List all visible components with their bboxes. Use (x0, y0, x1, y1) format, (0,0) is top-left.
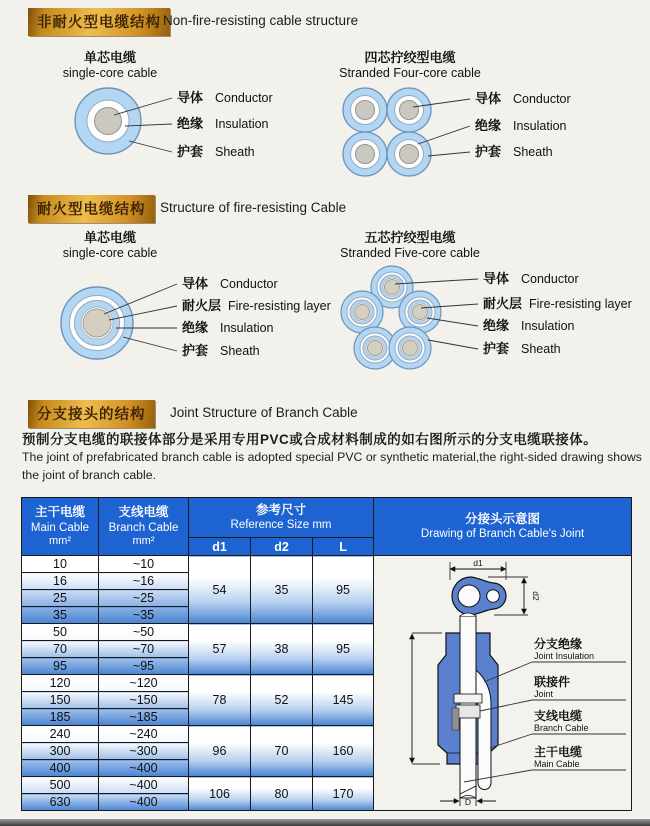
main-cable-cell: 16 (22, 573, 99, 590)
main-cable-cell: 25 (22, 590, 99, 607)
main-cable-label-en: Main Cable (534, 758, 580, 769)
main-cable-cell: 300 (22, 743, 99, 760)
section2-title-badge: 耐火型电缆结构 (28, 195, 155, 223)
col-header-branch-cable: 支线电缆 Branch Cable mm² (99, 498, 189, 556)
diagram-name-four-core: 四芯拧绞型电缆 Stranded Four-core cable (339, 50, 481, 81)
diagram-name-single-core-2: 单芯电缆 single-core cable (62, 230, 158, 261)
branch-cable-cell: ~95 (99, 658, 189, 675)
branch-cable-cell: ~10 (99, 556, 189, 573)
joint-paragraph-en: The joint of prefabricated branch cable is adopted special PVC or synthetic material,the right-sided drawing shows the joint of branch cable. (22, 450, 642, 483)
ref-size-d1-cell: 78 (189, 675, 251, 726)
section3-title-en: Joint Structure of Branch Cable (170, 405, 358, 420)
main-cable-cell: 400 (22, 760, 99, 777)
branch-joint-drawing (376, 558, 629, 809)
ref-size-L-cell: 95 (313, 556, 374, 624)
ref-size-d2-cell: 35 (251, 556, 313, 624)
branch-cable-cell: ~70 (99, 641, 189, 658)
joint-clamp (452, 708, 459, 730)
joint-label-zh: 联接件 (534, 674, 571, 689)
branch-cable-cell: ~240 (99, 726, 189, 743)
insulation-label-zh: 绝缘 (483, 318, 510, 333)
main-cable-cell: 630 (22, 794, 99, 811)
branch-cable-cell: ~400 (99, 777, 189, 794)
col-header-L: L (313, 538, 374, 556)
main-cable-cell: 50 (22, 624, 99, 641)
four-core-cable-diagram (335, 82, 645, 182)
ref-size-d2-cell: 70 (251, 726, 313, 777)
section1-title-badge: 非耐火型电缆结构 (28, 8, 170, 36)
joint-label-en: Joint (534, 688, 554, 699)
main-cable-cell: 185 (22, 709, 99, 726)
col-header-main-cable: 主干电缆 Main Cable mm² (22, 498, 99, 556)
col-header-reference-size: 参考尺寸 Reference Size mm (189, 498, 374, 538)
five-core-cores (341, 266, 441, 369)
fire-single-core-diagram (30, 262, 350, 387)
conductor-label-en: Conductor (513, 92, 571, 106)
col-header-d2: d2 (251, 538, 313, 556)
main-cable-cell: 70 (22, 641, 99, 658)
main-cable-cell: 95 (22, 658, 99, 675)
ref-size-d1-cell: 96 (189, 726, 251, 777)
ref-size-L-cell: 95 (313, 624, 374, 675)
section2-title-en: Structure of fire-resisting Cable (160, 200, 347, 215)
main-cable-cell: 35 (22, 607, 99, 624)
branch-cable-cell: ~185 (99, 709, 189, 726)
branch-joint-table (21, 497, 632, 811)
conductor-label-zh: 导体 (483, 271, 510, 286)
ref-size-d1-cell: 54 (189, 556, 251, 624)
ref-size-L-cell: 170 (313, 777, 374, 811)
sheath-label-zh: 护套 (483, 341, 510, 356)
conductor-label-en: Conductor (521, 272, 579, 286)
dim-D-label: D (464, 796, 472, 807)
branch-cable-cell: ~150 (99, 692, 189, 709)
conductor-label-en: Conductor (215, 91, 273, 105)
main-cable-cell: 150 (22, 692, 99, 709)
sheath-label-en: Sheath (220, 344, 260, 358)
main-cable-cell: 120 (22, 675, 99, 692)
joint-insulation-label-en: Joint Insulation (534, 650, 595, 661)
joint-connector-block (454, 694, 482, 703)
ref-size-d1-cell: 106 (189, 777, 251, 811)
branch-cable-label-zh: 支线电缆 (534, 708, 583, 723)
main-cable-cell: 240 (22, 726, 99, 743)
fire-layer-label-zh: 耐火层 (182, 298, 222, 313)
sheath-label-zh: 护套 (177, 144, 204, 159)
ref-size-d1-cell: 57 (189, 624, 251, 675)
branch-cable-cell: ~400 (99, 760, 189, 777)
branch-cable-cell: ~120 (99, 675, 189, 692)
sheath-label-en: Sheath (215, 145, 255, 159)
sheath-label-en: Sheath (513, 145, 553, 159)
branch-cable-cell: ~25 (99, 590, 189, 607)
four-core-cores (343, 88, 431, 176)
conductor-label-en: Conductor (220, 277, 278, 291)
dim-d1-label: d1 (473, 557, 483, 568)
diagram-name-five-core: 五芯拧绞型电缆 Stranded Five-core cable (340, 230, 480, 261)
insulation-label-en: Insulation (521, 319, 575, 333)
branch-cable-cell: ~50 (99, 624, 189, 641)
sheath-label-zh: 护套 (475, 144, 502, 159)
joint-top-view (450, 558, 541, 615)
conductor-core (95, 108, 122, 135)
joint-paragraph-zh: 预制分支电缆的联接体部分是采用专用PVC或合成材料制成的如右图所示的分支电缆联接体。 (22, 432, 598, 447)
fire-layer-label-zh: 耐火层 (483, 296, 523, 311)
col-header-d1: d1 (189, 538, 251, 556)
insulation-label-zh: 绝缘 (177, 116, 204, 131)
main-cable-cell: 10 (22, 556, 99, 573)
section3-title-badge: 分支接头的结构 (28, 400, 155, 428)
branch-cable-cell: ~16 (99, 573, 189, 590)
main-cable-cell: 500 (22, 777, 99, 794)
table-header (22, 498, 632, 556)
joint-connector-block-2 (456, 705, 480, 718)
ref-size-L-cell: 145 (313, 675, 374, 726)
conductor-label-zh: 导体 (475, 91, 502, 106)
joint-insulation-label-zh: 分支绝缘 (534, 636, 583, 651)
section1-title-en: Non-fire-resisting cable structure (163, 13, 359, 28)
table-row (22, 556, 632, 573)
single-core-cable-diagram (30, 82, 340, 182)
insulation-label-en: Insulation (215, 117, 269, 131)
dim-d2-label: d2 (531, 590, 542, 601)
ref-size-L-cell: 160 (313, 726, 374, 777)
diagram-name-single-core-1: 单芯电缆 single-core cable (62, 50, 158, 81)
branch-cable-hole (487, 589, 500, 602)
col-header-drawing: 分接头示意图 Drawing of Branch Cable's Joint (374, 498, 632, 556)
conductor-label-zh: 导体 (177, 90, 204, 105)
conductor-label-zh: 导体 (182, 276, 209, 291)
ref-size-d2-cell: 80 (251, 777, 313, 811)
insulation-label-zh: 绝缘 (182, 320, 209, 335)
sheath-label-en: Sheath (521, 342, 561, 356)
branch-cable-label-en: Branch Cable (534, 722, 589, 733)
sheath-label-zh: 护套 (182, 343, 209, 358)
branch-cable-cell: ~300 (99, 743, 189, 760)
main-cable-label-zh: 主干电缆 (534, 744, 583, 759)
insulation-label-en: Insulation (513, 119, 567, 133)
branch-cable-cell: ~400 (99, 794, 189, 811)
main-cable-hole (458, 585, 480, 607)
joint-drawing-cell (374, 556, 632, 811)
insulation-label-en: Insulation (220, 321, 274, 335)
insulation-label-zh: 绝缘 (475, 118, 502, 133)
branch-cable-cell: ~35 (99, 607, 189, 624)
fire-layer-label-en: Fire-resisting layer (529, 297, 632, 311)
ref-size-d2-cell: 52 (251, 675, 313, 726)
fire-layer-label-en: Fire-resisting layer (228, 299, 331, 313)
ref-size-d2-cell: 38 (251, 624, 313, 675)
five-core-cable-diagram (333, 260, 648, 388)
table-body (22, 556, 632, 811)
page-bottom-edge (0, 819, 650, 826)
